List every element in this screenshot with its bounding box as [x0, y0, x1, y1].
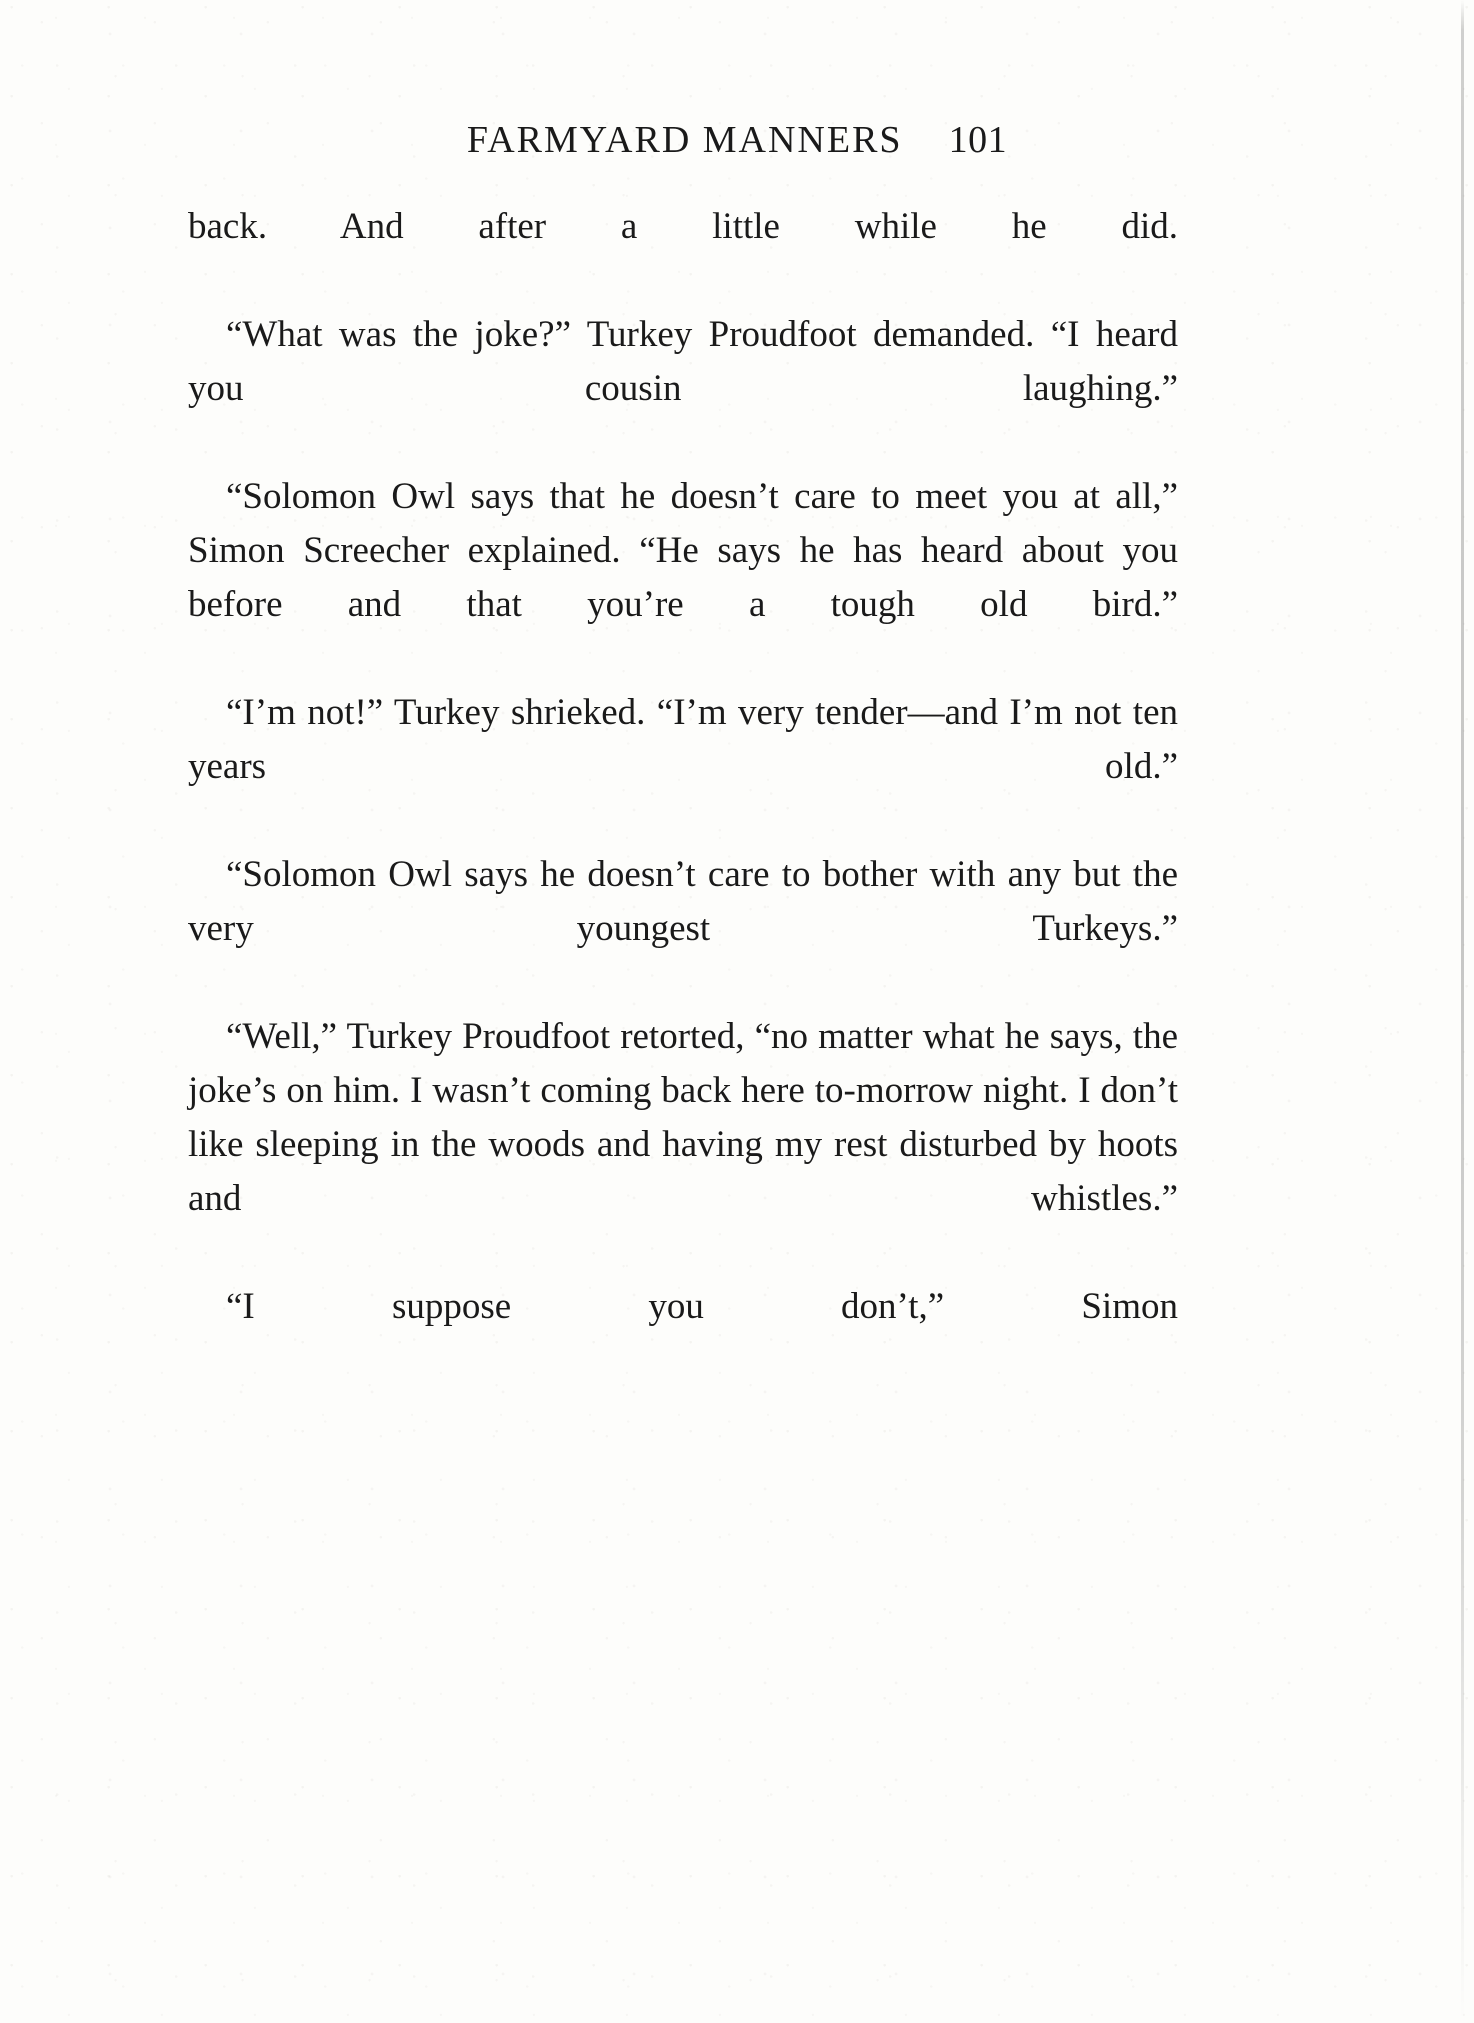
paragraph: “I suppose you don’t,” Simon: [226, 1286, 1178, 1328]
paragraph: “Solomon Owl says that he doesn’t care to meet you at all,” Simon Screecher explained. “He says he has heard about you before and that you’re a tough old bird.”: [188, 476, 1178, 626]
paragraph: “Solomon Owl says he doesn’t care to bother with any but the very youngest Turkeys.”: [188, 854, 1178, 950]
body-text: [188, 200, 1178, 1388]
paragraph: “What was the joke?” Turkey Proudfoot demanded. “I heard you cousin laughing.”: [188, 314, 1178, 410]
page-number: 101: [948, 119, 1008, 161]
paragraph: “I’m not!” Turkey shrieked. “I’m very tender—and I’m not ten years old.”: [188, 692, 1178, 788]
page-content: [188, 118, 1178, 1388]
running-head-title: FARMYARD MANNERS: [466, 119, 903, 161]
page-gutter-shadow: [1461, 0, 1464, 2023]
running-head: [296, 118, 1178, 162]
paragraph: “Well,” Turkey Proudfoot retorted, “no matter what he says, the joke’s on him. I wasn’t coming back here to-morrow night. I don’t like sleeping in the woods and having my rest disturbed by hoots and whistles.”: [188, 1016, 1178, 1220]
paragraph: back. And after a little while he did.: [188, 206, 1178, 247]
